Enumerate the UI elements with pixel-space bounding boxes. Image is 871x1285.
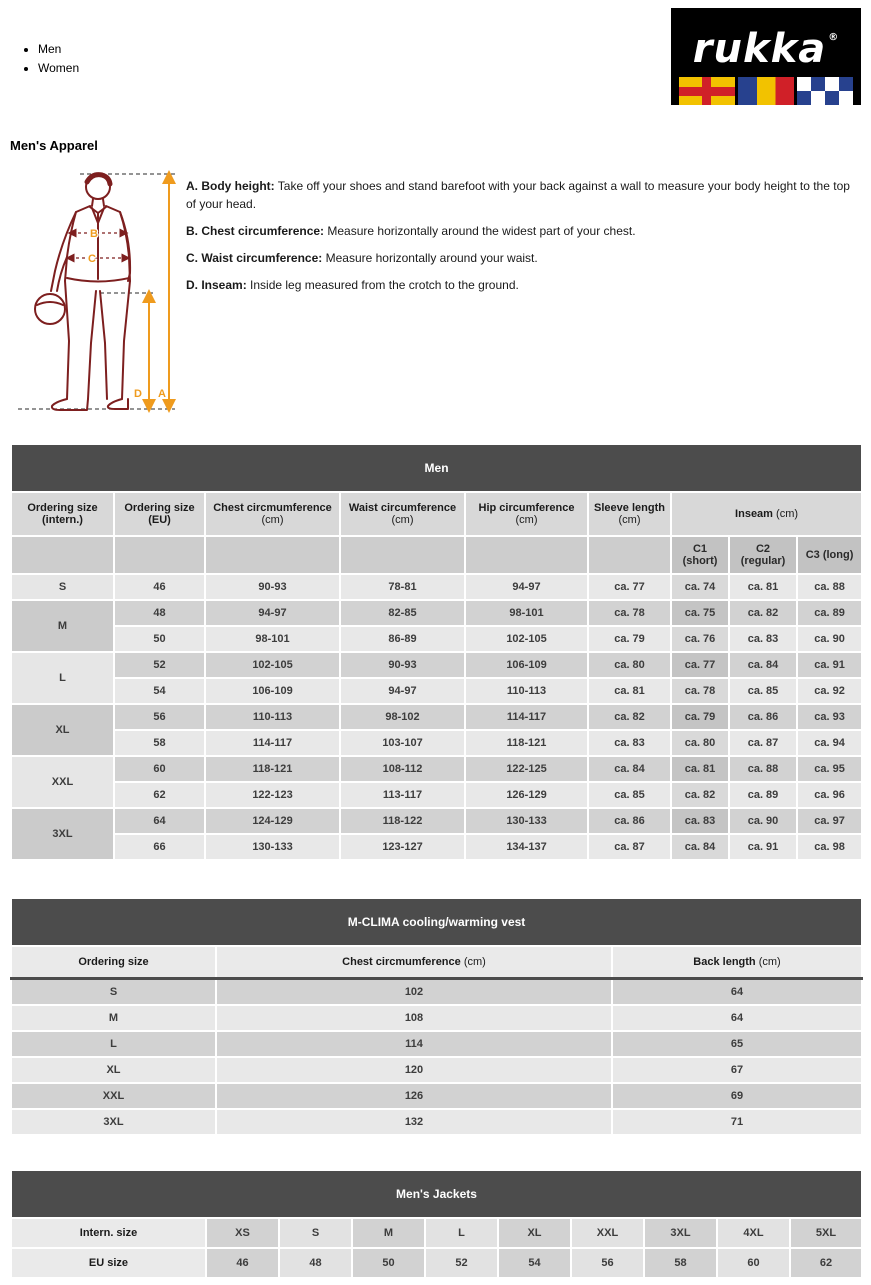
mclima-cell: XXL	[11, 1083, 216, 1109]
measure-instruction: A. Body height: Take off your shoes and stand barefoot with your back against a wall to measure your body height to the top of your head.	[186, 179, 850, 211]
size-value-cell: 122-125	[465, 756, 588, 782]
nav-item-men[interactable]: • Men	[38, 42, 871, 56]
jackets-size-cell: 3XL	[644, 1218, 717, 1248]
mclima-cell: S	[11, 979, 216, 1006]
jackets-row-label: Intern. size	[11, 1218, 206, 1248]
men-column-header: Ordering size (intern.)	[11, 492, 114, 536]
size-value-cell: 98-102	[340, 704, 465, 730]
jackets-row	[11, 1248, 862, 1278]
mclima-row	[11, 1005, 862, 1031]
size-value-cell: 102-105	[465, 626, 588, 652]
mclima-row	[11, 1083, 862, 1109]
mclima-cell: M	[11, 1005, 216, 1031]
men-size-row	[11, 756, 862, 782]
men-size-row	[11, 834, 862, 860]
men-size-row	[11, 626, 862, 652]
size-value-cell: 114-117	[205, 730, 340, 756]
size-value-cell: ca. 81	[588, 678, 671, 704]
men-column-header: Ordering size (EU)	[114, 492, 205, 536]
size-value-cell: ca. 83	[671, 808, 729, 834]
jackets-size-cell: S	[279, 1218, 352, 1248]
size-value-cell: ca. 87	[729, 730, 797, 756]
size-value-cell: 106-109	[465, 652, 588, 678]
figure-label-d: D	[134, 388, 142, 400]
size-value-cell: ca. 87	[588, 834, 671, 860]
men-column-header: Inseam (cm)	[671, 492, 862, 536]
size-value-cell: ca. 81	[729, 574, 797, 600]
size-value-cell: 130-133	[465, 808, 588, 834]
size-value-cell: ca. 97	[797, 808, 862, 834]
size-value-cell: ca. 89	[729, 782, 797, 808]
size-value-cell: ca. 81	[671, 756, 729, 782]
size-value-cell: 103-107	[340, 730, 465, 756]
size-value-cell: ca. 83	[588, 730, 671, 756]
size-value-cell: ca. 83	[729, 626, 797, 652]
size-value-cell: ca. 88	[729, 756, 797, 782]
subheader-empty-cell	[11, 536, 114, 574]
size-value-cell: 102-105	[205, 652, 340, 678]
size-value-cell: 78-81	[340, 574, 465, 600]
size-value-cell: 58	[114, 730, 205, 756]
men-size-row	[11, 600, 862, 626]
size-value-cell: 126-129	[465, 782, 588, 808]
top-bar	[0, 0, 871, 112]
intern-size-cell: L	[11, 652, 114, 704]
size-value-cell: 66	[114, 834, 205, 860]
size-value-cell: 134-137	[465, 834, 588, 860]
size-value-cell: 82-85	[340, 600, 465, 626]
size-value-cell: ca. 85	[588, 782, 671, 808]
size-value-cell: 52	[114, 652, 205, 678]
size-value-cell: ca. 75	[671, 600, 729, 626]
jackets-size-cell: 5XL	[790, 1218, 862, 1248]
mclima-header-row	[11, 946, 862, 979]
subheader-empty-cell	[340, 536, 465, 574]
size-value-cell: 113-117	[340, 782, 465, 808]
size-value-cell: 108-112	[340, 756, 465, 782]
size-value-cell: ca. 80	[671, 730, 729, 756]
measuring-guide	[10, 161, 861, 428]
intern-size-cell: XL	[11, 704, 114, 756]
size-value-cell: 50	[114, 626, 205, 652]
intern-size-cell: M	[11, 600, 114, 652]
jackets-size-cell: 62	[790, 1248, 862, 1278]
size-value-cell: ca. 82	[671, 782, 729, 808]
measurement-figure	[10, 161, 180, 428]
size-value-cell: ca. 77	[671, 652, 729, 678]
size-value-cell: ca. 91	[797, 652, 862, 678]
inseam-variant-header: C3 (long)	[797, 536, 862, 574]
size-value-cell: ca. 85	[729, 678, 797, 704]
jackets-row-label: EU size	[11, 1248, 206, 1278]
size-value-cell: 62	[114, 782, 205, 808]
mclima-row	[11, 979, 862, 1006]
mens-jackets-table	[10, 1169, 863, 1279]
intern-size-cell: S	[11, 574, 114, 600]
flag-tricolor-icon	[738, 77, 794, 105]
subheader-empty-cell	[465, 536, 588, 574]
mclima-cell: 120	[216, 1057, 612, 1083]
size-value-cell: ca. 82	[588, 704, 671, 730]
size-value-cell: ca. 78	[671, 678, 729, 704]
size-value-cell: 118-121	[465, 730, 588, 756]
jackets-size-cell: XXL	[571, 1218, 644, 1248]
measure-instruction: D. Inseam: Inside leg measured from the crotch to the ground.	[186, 278, 519, 292]
men-size-row	[11, 652, 862, 678]
men-header-row	[11, 492, 862, 536]
size-value-cell: 110-113	[465, 678, 588, 704]
mclima-table-title: M-CLIMA cooling/warming vest	[11, 898, 862, 946]
jackets-size-cell: XL	[498, 1218, 571, 1248]
size-value-cell: ca. 92	[797, 678, 862, 704]
jackets-size-cell: 52	[425, 1248, 498, 1278]
nav-item-women[interactable]: • Women	[38, 61, 871, 75]
size-value-cell: 106-109	[205, 678, 340, 704]
mclima-cell: 102	[216, 979, 612, 1006]
men-size-row	[11, 574, 862, 600]
size-value-cell: ca. 90	[729, 808, 797, 834]
men-subheader-row	[11, 536, 862, 574]
size-value-cell: 94-97	[340, 678, 465, 704]
size-value-cell: ca. 80	[588, 652, 671, 678]
size-value-cell: 114-117	[465, 704, 588, 730]
mclima-row	[11, 1109, 862, 1135]
men-column-header: Waist circumference (cm)	[340, 492, 465, 536]
size-value-cell: 124-129	[205, 808, 340, 834]
size-value-cell: ca. 79	[588, 626, 671, 652]
mclima-cell: 65	[612, 1031, 862, 1057]
men-size-row	[11, 782, 862, 808]
jackets-size-cell: 46	[206, 1248, 279, 1278]
mclima-cell: 64	[612, 979, 862, 1006]
inseam-variant-header: C1 (short)	[671, 536, 729, 574]
mclima-cell: 71	[612, 1109, 862, 1135]
jackets-size-cell: 60	[717, 1248, 790, 1278]
measure-instructions	[180, 161, 861, 428]
body-measure-illustration	[10, 161, 180, 423]
measure-instruction: C. Waist circumference: Measure horizontally around your waist.	[186, 251, 538, 265]
men-table-title: Men	[11, 444, 862, 492]
registered-mark: ®	[828, 32, 840, 43]
rukka-logo[interactable]	[671, 8, 861, 105]
size-value-cell: 98-101	[205, 626, 340, 652]
men-size-row	[11, 678, 862, 704]
mclima-cell: 69	[612, 1083, 862, 1109]
jackets-size-cell: 50	[352, 1248, 425, 1278]
men-column-header: Chest circmumference (cm)	[205, 492, 340, 536]
mclima-column-header: Ordering size	[11, 946, 216, 979]
mclima-cell: 3XL	[11, 1109, 216, 1135]
size-value-cell: 98-101	[465, 600, 588, 626]
men-size-table	[10, 443, 863, 861]
measure-instruction: B. Chest circumference: Measure horizontally around the widest part of your chest.	[186, 224, 636, 238]
intern-size-cell: XXL	[11, 756, 114, 808]
size-value-cell: 118-122	[340, 808, 465, 834]
jackets-size-cell: 58	[644, 1248, 717, 1278]
mclima-cell: 108	[216, 1005, 612, 1031]
jackets-size-cell: 4XL	[717, 1218, 790, 1248]
size-value-cell: 46	[114, 574, 205, 600]
size-value-cell: ca. 86	[729, 704, 797, 730]
size-value-cell: 123-127	[340, 834, 465, 860]
jackets-size-cell: M	[352, 1218, 425, 1248]
figure-label-b: B	[90, 228, 98, 240]
mclima-column-header: Back length (cm)	[612, 946, 862, 979]
men-size-row	[11, 730, 862, 756]
logo-wordmark: rukka ®	[692, 26, 840, 72]
figure-label-c: C	[88, 253, 96, 265]
size-value-cell: ca. 96	[797, 782, 862, 808]
size-value-cell: ca. 82	[729, 600, 797, 626]
intern-size-cell: 3XL	[11, 808, 114, 860]
jackets-table-title: Men's Jackets	[11, 1170, 862, 1218]
size-value-cell: 86-89	[340, 626, 465, 652]
figure-label-a: A	[158, 388, 166, 400]
size-value-cell: ca. 76	[671, 626, 729, 652]
men-size-row	[11, 704, 862, 730]
size-value-cell: ca. 93	[797, 704, 862, 730]
size-value-cell: ca. 77	[588, 574, 671, 600]
size-value-cell: 118-121	[205, 756, 340, 782]
mclima-cell: 132	[216, 1109, 612, 1135]
mclima-vest-table	[10, 897, 863, 1136]
size-value-cell: ca. 84	[588, 756, 671, 782]
jackets-size-cell: L	[425, 1218, 498, 1248]
mclima-cell: 114	[216, 1031, 612, 1057]
size-value-cell: 94-97	[205, 600, 340, 626]
subheader-empty-cell	[588, 536, 671, 574]
size-value-cell: ca. 90	[797, 626, 862, 652]
size-value-cell: 56	[114, 704, 205, 730]
flag-red-cross-icon	[679, 77, 735, 105]
size-value-cell: 122-123	[205, 782, 340, 808]
size-value-cell: 130-133	[205, 834, 340, 860]
mclima-cell: 126	[216, 1083, 612, 1109]
men-size-row	[11, 808, 862, 834]
inseam-variant-header: C2 (regular)	[729, 536, 797, 574]
men-column-header: Sleeve length (cm)	[588, 492, 671, 536]
size-value-cell: ca. 86	[588, 808, 671, 834]
mclima-cell: L	[11, 1031, 216, 1057]
logo-flags	[679, 77, 853, 105]
flag-checkered-icon	[797, 77, 853, 105]
subheader-empty-cell	[205, 536, 340, 574]
size-value-cell: ca. 98	[797, 834, 862, 860]
jackets-size-cell: 56	[571, 1248, 644, 1278]
size-value-cell: 110-113	[205, 704, 340, 730]
size-value-cell: 54	[114, 678, 205, 704]
mclima-cell: XL	[11, 1057, 216, 1083]
jackets-size-cell: 54	[498, 1248, 571, 1278]
mclima-cell: 64	[612, 1005, 862, 1031]
mclima-cell: 67	[612, 1057, 862, 1083]
mclima-row	[11, 1031, 862, 1057]
subheader-empty-cell	[114, 536, 205, 574]
size-value-cell: ca. 78	[588, 600, 671, 626]
size-value-cell: ca. 84	[729, 652, 797, 678]
size-value-cell: 90-93	[205, 574, 340, 600]
size-value-cell: ca. 94	[797, 730, 862, 756]
men-column-header: Hip circumference (cm)	[465, 492, 588, 536]
size-value-cell: 60	[114, 756, 205, 782]
size-value-cell: ca. 95	[797, 756, 862, 782]
size-value-cell: ca. 89	[797, 600, 862, 626]
size-value-cell: ca. 79	[671, 704, 729, 730]
page-title: Men's Apparel	[10, 138, 98, 153]
size-value-cell: ca. 88	[797, 574, 862, 600]
size-value-cell: ca. 74	[671, 574, 729, 600]
size-value-cell: 94-97	[465, 574, 588, 600]
size-value-cell: ca. 91	[729, 834, 797, 860]
size-value-cell: 48	[114, 600, 205, 626]
jackets-row	[11, 1218, 862, 1248]
jackets-size-cell: XS	[206, 1218, 279, 1248]
mclima-column-header: Chest circmumference (cm)	[216, 946, 612, 979]
size-value-cell: 64	[114, 808, 205, 834]
size-value-cell: ca. 84	[671, 834, 729, 860]
mclima-row	[11, 1057, 862, 1083]
man-silhouette	[35, 175, 130, 410]
jackets-size-cell: 48	[279, 1248, 352, 1278]
size-value-cell: 90-93	[340, 652, 465, 678]
